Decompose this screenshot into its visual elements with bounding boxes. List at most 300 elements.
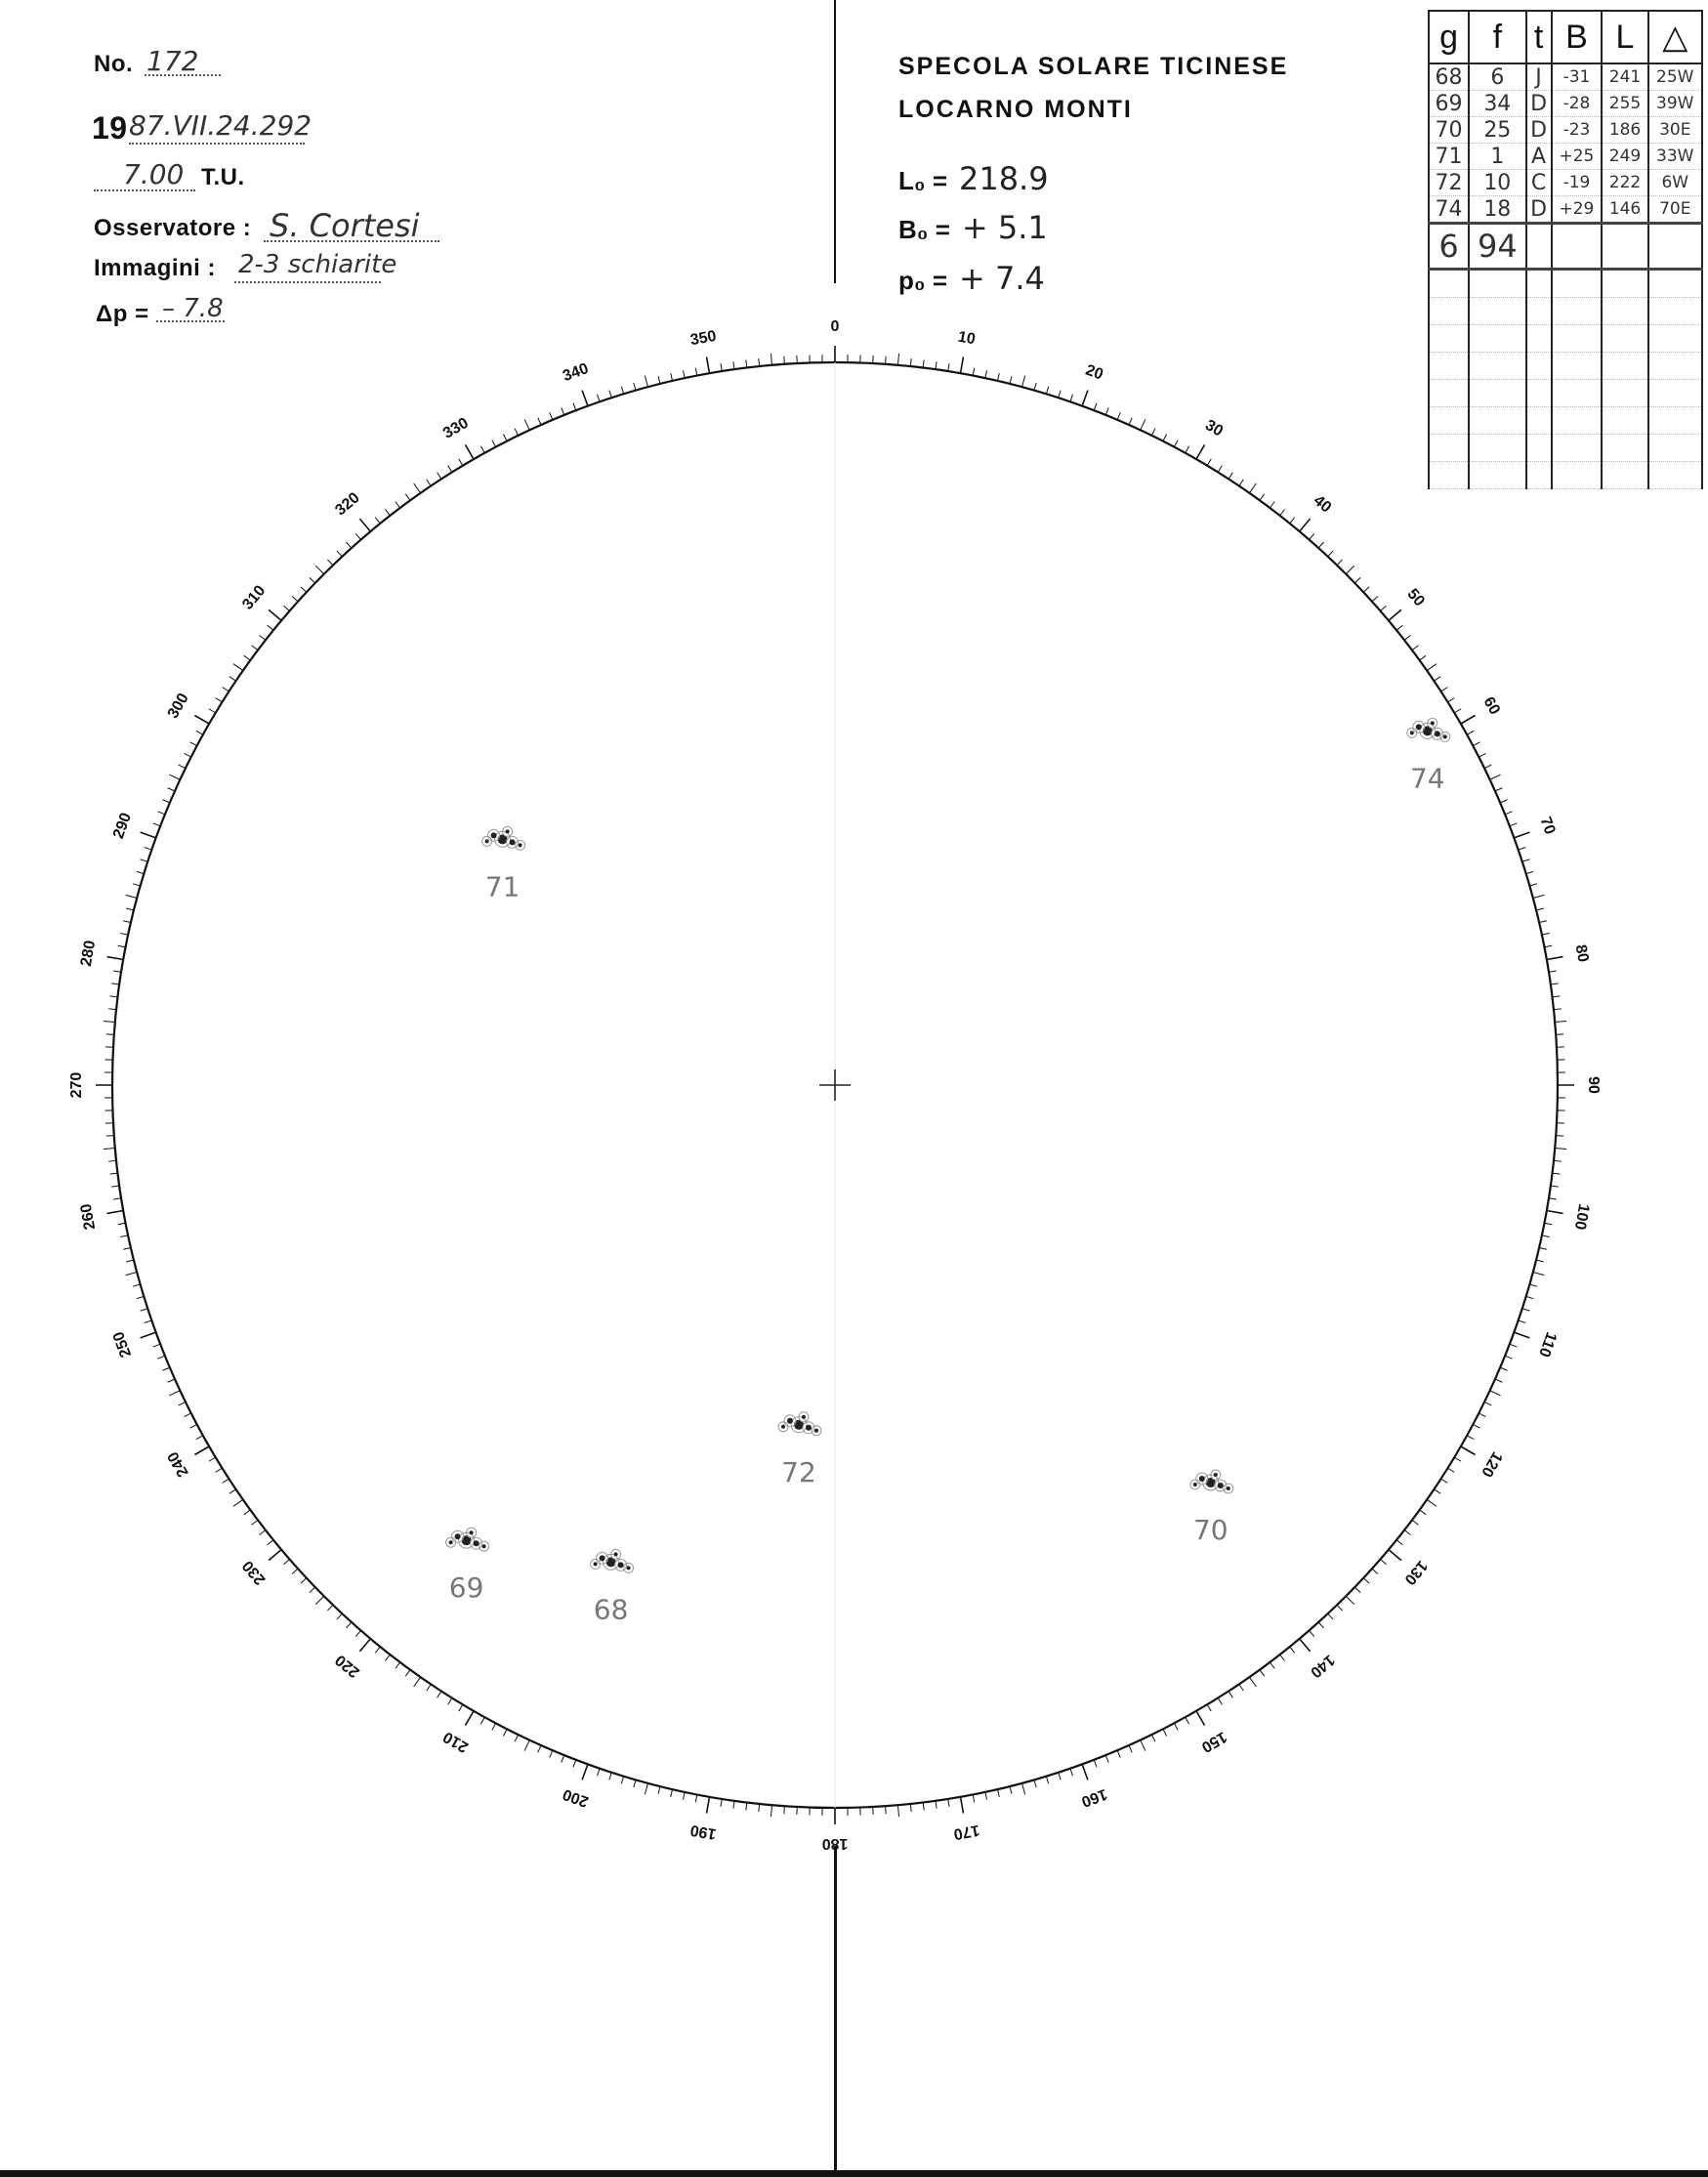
sunspot (787, 1418, 793, 1424)
scale-tick (923, 360, 924, 368)
scale-tick (107, 1210, 124, 1213)
scale-tick (1420, 655, 1426, 660)
scale-tick (1270, 1662, 1274, 1668)
scale-tick (645, 1783, 647, 1795)
param-p0-label: p₀ = (898, 266, 948, 295)
scale-tick (448, 1698, 452, 1705)
scale-tick (346, 542, 351, 548)
scale-tick (145, 1320, 152, 1323)
cell: 71 (1429, 144, 1469, 170)
scale-tick (1372, 1569, 1378, 1573)
scale-tick (141, 1309, 148, 1311)
scale-tick (683, 1792, 685, 1800)
sunspot (491, 832, 497, 838)
scale-tick (1412, 646, 1418, 650)
cell: 30E (1648, 117, 1702, 144)
cell: 241 (1602, 63, 1647, 91)
scale-tick (1380, 606, 1386, 610)
scale-label: 300 (164, 691, 192, 722)
scale-tick (1412, 1520, 1418, 1525)
scale-tick (1354, 1587, 1360, 1593)
scale-tick (216, 1468, 223, 1472)
scale-tick (268, 1540, 273, 1545)
scale-tick (396, 1662, 400, 1668)
cell: +25 (1552, 144, 1603, 170)
scale-tick (1479, 1413, 1485, 1417)
scale-tick (310, 577, 315, 583)
scale-tick (162, 1367, 169, 1370)
scale-tick (936, 361, 937, 369)
solar-disk (68, 318, 1602, 1852)
cell: A (1526, 144, 1552, 170)
scale-tick (1346, 1596, 1354, 1604)
scale-tick (1309, 533, 1313, 539)
scale-label: 350 (688, 327, 718, 350)
scale-tick (283, 606, 289, 610)
scale-tick (621, 1777, 623, 1784)
scale-tick (126, 1260, 134, 1262)
scale-tick (133, 1284, 141, 1286)
scale-tick (550, 412, 553, 419)
sunspot-group-label: 74 (1409, 762, 1445, 795)
cell: 255 (1602, 91, 1647, 117)
scale-tick (1404, 635, 1410, 640)
cell: C (1526, 170, 1552, 196)
scale-tick (1542, 1235, 1550, 1237)
scale-tick (1196, 1711, 1205, 1726)
scale-tick (179, 765, 186, 769)
scale-tick (1510, 1344, 1517, 1347)
scale-tick (1239, 480, 1243, 486)
scale-tick (671, 1789, 673, 1797)
date-prefix: 19 (92, 110, 128, 146)
scale-tick (106, 1034, 114, 1035)
scale-tick (292, 596, 298, 601)
scale-tick (671, 373, 673, 381)
scale-tick (233, 1499, 243, 1506)
scale-tick (1533, 895, 1545, 898)
scale-tick (1105, 1755, 1108, 1762)
scale-label: 160 (1079, 1784, 1109, 1811)
scale-tick (1151, 429, 1155, 436)
scale-tick (168, 788, 175, 791)
cell: J (1526, 63, 1552, 91)
scale-tick (683, 370, 685, 378)
cell: -31 (1552, 63, 1603, 91)
scale-tick (120, 1235, 128, 1237)
scale-tick (346, 1622, 351, 1628)
scale-tick (746, 360, 747, 368)
scale-tick (1479, 753, 1485, 757)
scale-tick (1196, 444, 1205, 459)
scale-tick (634, 383, 636, 391)
scale-tick (252, 1520, 258, 1525)
scale-tick (597, 1769, 600, 1777)
scale-tick (133, 884, 141, 886)
scale-tick (327, 560, 333, 565)
scale-tick (359, 519, 370, 531)
scale-label: 240 (164, 1448, 192, 1480)
scale-label: 220 (332, 1651, 363, 1681)
scale-tick (1280, 510, 1285, 516)
scale-tick (1500, 800, 1507, 803)
scale-tick (1363, 1578, 1369, 1583)
scale-label: 20 (1083, 361, 1105, 384)
cell: D (1526, 196, 1552, 224)
scale-tick (168, 1379, 175, 1382)
scale-tick (609, 391, 611, 398)
scale-tick (427, 480, 431, 486)
scale-tick (1328, 1613, 1333, 1619)
scale-tick (126, 895, 138, 898)
scale-tick (1554, 1009, 1562, 1010)
scale-label: 70 (1536, 815, 1559, 837)
scale-label: 40 (1310, 492, 1335, 517)
scale-label: 290 (109, 811, 136, 841)
scale-tick (466, 1711, 475, 1726)
scale-tick (223, 688, 229, 691)
scale-tick (209, 1457, 216, 1461)
scale-tick (1094, 1760, 1097, 1767)
scale-tick (1552, 996, 1560, 997)
scale-tick (1239, 1684, 1243, 1691)
scale-tick (997, 373, 999, 381)
scale-tick (733, 361, 734, 369)
scale-tick (985, 1792, 987, 1800)
sunspot (1416, 724, 1422, 730)
scale-tick (1544, 1223, 1552, 1225)
scale-tick (1117, 412, 1120, 419)
total-spots: 94 (1469, 224, 1525, 270)
scale-tick (113, 971, 121, 972)
scale-tick (1010, 1786, 1012, 1794)
scale-tick (973, 368, 975, 376)
scale-tick (190, 1424, 197, 1428)
sunspot (449, 1540, 453, 1544)
sunspot-group-label: 71 (484, 870, 521, 903)
scale-tick (1396, 625, 1402, 630)
scale-tick (385, 1654, 390, 1660)
scale-tick (118, 945, 126, 947)
scale-tick (658, 1786, 660, 1794)
scale-tick (123, 1247, 131, 1249)
scale-tick (721, 363, 722, 371)
images-value: 2-3 schiarite (238, 250, 397, 279)
scale-tick (480, 1717, 484, 1724)
scale-label: 310 (239, 582, 270, 613)
scale-tick (573, 403, 576, 410)
scale-tick (582, 1764, 588, 1779)
scale-tick (492, 440, 496, 447)
scale-label: 80 (1571, 942, 1592, 964)
scale-label: 90 (1584, 1076, 1602, 1094)
scale-tick (1490, 1391, 1501, 1396)
scale-tick (355, 533, 360, 539)
scale-tick (310, 1587, 315, 1593)
scale-label: 250 (109, 1329, 136, 1360)
scale-tick (106, 1136, 114, 1137)
scale-tick (216, 698, 223, 702)
scale-tick (269, 609, 281, 620)
scale-tick (427, 1684, 431, 1691)
time-unit: T.U. (201, 164, 245, 190)
scale-tick (1505, 812, 1512, 815)
scale-tick (162, 800, 169, 803)
cell: 72 (1429, 170, 1469, 196)
scale-tick (1556, 1136, 1563, 1137)
scale-tick (1082, 1764, 1088, 1779)
scale-tick (1539, 1247, 1547, 1249)
scale-tick (759, 1804, 760, 1812)
scale-tick (196, 731, 203, 734)
sunspot (1199, 1476, 1205, 1482)
scale-tick (515, 1735, 519, 1741)
scale-tick (733, 1801, 734, 1809)
scale-tick (1207, 459, 1211, 466)
scale-tick (110, 996, 118, 997)
sunspot (519, 843, 522, 847)
scale-tick (126, 1273, 138, 1276)
scale-tick (185, 753, 191, 757)
scale-tick (910, 1804, 911, 1812)
scale-tick (1151, 1735, 1155, 1741)
scale-tick (194, 1446, 209, 1455)
scale-tick (414, 1677, 421, 1687)
scale-tick (1229, 473, 1232, 480)
scale-tick (194, 716, 209, 725)
scale-tick (466, 444, 475, 459)
cell: 25W (1648, 63, 1702, 91)
scale-tick (1186, 446, 1189, 453)
scale-tick (492, 1723, 496, 1730)
scale-tick (359, 1639, 370, 1652)
scale-tick (480, 446, 484, 453)
scale-tick (573, 1760, 576, 1767)
sunspot (1214, 1473, 1218, 1477)
scale-tick (108, 1009, 116, 1010)
scale-tick (229, 1489, 236, 1493)
scale-tick (283, 1559, 289, 1564)
scale-tick (1522, 1309, 1530, 1311)
scale-tick (1174, 440, 1178, 447)
scale-label: 180 (821, 1834, 849, 1852)
scale-tick (550, 1750, 553, 1757)
observatory-name: SPECOLA SOLARE TICINESE (898, 53, 1289, 80)
scale-tick (1163, 435, 1167, 441)
scale-tick (1547, 1210, 1563, 1213)
scale-label: 10 (956, 328, 978, 349)
scale-tick (1484, 1402, 1491, 1405)
scale-tick (448, 466, 452, 473)
number-value: 172 (146, 45, 199, 77)
scale-tick (960, 1797, 963, 1814)
scale-tick (385, 510, 390, 516)
scale-tick (179, 1402, 186, 1405)
header-g: g (1429, 11, 1469, 63)
scale-tick (1010, 376, 1012, 384)
scale-tick (104, 1021, 115, 1022)
scale-tick (375, 1647, 380, 1653)
scale-tick (1186, 1717, 1189, 1724)
scale-tick (1354, 577, 1360, 583)
cell: 6 (1469, 63, 1525, 91)
scale-tick (1522, 859, 1530, 861)
scale-tick (1129, 1745, 1132, 1752)
scale-tick (562, 407, 564, 414)
cell: D (1526, 91, 1552, 117)
cell: D (1526, 117, 1552, 144)
scale-tick (1484, 765, 1491, 769)
scale-tick (621, 387, 623, 395)
scale-tick (1174, 1723, 1178, 1730)
scale-tick (1473, 1424, 1479, 1428)
sunspot (1218, 1483, 1224, 1488)
scale-tick (301, 1578, 307, 1583)
scale-label: 170 (952, 1821, 981, 1843)
sunspot (802, 1415, 806, 1419)
scale-tick (784, 356, 785, 364)
scale-label: 130 (1400, 1557, 1431, 1588)
scale-tick (157, 1356, 164, 1359)
scale-tick (1059, 391, 1061, 398)
scale-tick (1555, 1148, 1566, 1149)
scale-tick (1514, 832, 1529, 838)
scale-label: 0 (830, 318, 840, 336)
sunspot (806, 1425, 812, 1431)
scale-tick (936, 1801, 937, 1809)
scale-tick (141, 859, 148, 861)
scale-tick (597, 395, 600, 402)
scale-tick (437, 1692, 441, 1698)
scale-tick (1510, 823, 1517, 826)
scale-tick (437, 473, 441, 480)
observatory-location: LOCARNO MONTI (898, 96, 1133, 123)
sunspot (814, 1429, 818, 1433)
scale-tick (1539, 921, 1547, 923)
scale-tick (459, 1704, 463, 1711)
scale-tick (1495, 1379, 1502, 1382)
scale-tick (1505, 1356, 1512, 1359)
scale-label: 190 (688, 1821, 718, 1843)
scale-tick (459, 459, 463, 466)
scale-tick (634, 1779, 636, 1787)
sunspot (510, 839, 516, 845)
scale-tick (1549, 971, 1557, 972)
sunspot (506, 829, 510, 833)
scale-tick (1420, 1510, 1426, 1515)
scale-tick (1461, 716, 1476, 725)
scale-tick (405, 494, 410, 500)
scale-tick (515, 429, 519, 436)
scale-tick (1555, 1021, 1566, 1022)
scale-tick (1554, 1160, 1562, 1161)
cell: -28 (1552, 91, 1603, 117)
scale-tick (1117, 1750, 1120, 1757)
scale-tick (923, 1802, 924, 1810)
scale-label: 270 (68, 1071, 86, 1099)
header-delta: △ (1648, 11, 1702, 63)
scale-tick (1544, 945, 1552, 947)
scale-tick (169, 775, 180, 779)
scale-tick (396, 502, 400, 508)
scale-tick (137, 871, 145, 873)
scale-tick (169, 1391, 180, 1396)
scale-tick (538, 418, 541, 425)
scale-tick (1526, 1296, 1534, 1298)
scale-tick (1309, 1630, 1313, 1636)
cell: 146 (1602, 196, 1647, 224)
scale-tick (1260, 1670, 1265, 1676)
scale-tick (997, 1789, 999, 1797)
param-B0-label: B₀ = (898, 215, 950, 244)
sunspot (1435, 731, 1440, 736)
scale-tick (1034, 383, 1036, 391)
sunspot (482, 1544, 486, 1548)
scale-tick (1533, 1273, 1545, 1276)
images-label: Immagini : (94, 255, 217, 281)
scale-tick (269, 1550, 281, 1561)
scale-tick (111, 1186, 119, 1187)
scale-tick (1229, 1692, 1232, 1698)
scale-tick (120, 933, 128, 935)
scale-tick (695, 368, 697, 376)
sunspot (1410, 731, 1414, 734)
scale-tick (609, 1773, 611, 1780)
sunspot (1431, 721, 1435, 725)
scale-tick (562, 1755, 564, 1762)
scale-tick (1427, 1499, 1437, 1506)
scale-tick (1467, 1436, 1474, 1440)
scale-tick (1318, 542, 1323, 548)
scale-label: 30 (1202, 416, 1227, 440)
scale-tick (1526, 871, 1534, 873)
scale-tick (746, 1802, 747, 1810)
sunspot (594, 1562, 598, 1566)
scale-tick (108, 1160, 116, 1161)
scale-tick (1549, 1198, 1557, 1199)
scale-tick (503, 435, 507, 441)
scale-tick (405, 1670, 410, 1676)
scale-tick (1260, 494, 1265, 500)
scale-tick (1380, 1559, 1386, 1564)
scale-tick (141, 1332, 156, 1338)
scale-tick (1318, 1622, 1323, 1628)
scale-tick (1547, 957, 1563, 960)
scale-tick (897, 1805, 898, 1817)
cell: 222 (1602, 170, 1647, 196)
sunspot (627, 1566, 631, 1570)
scale-tick (1129, 418, 1132, 425)
scale-tick (707, 357, 710, 374)
param-L0-value: 218.9 (959, 160, 1049, 197)
scale-tick (145, 847, 152, 850)
scale-tick (948, 1799, 949, 1807)
scale-tick (973, 1794, 975, 1802)
scale-tick (110, 1173, 118, 1174)
scale-tick (1404, 1530, 1410, 1535)
sunspot (600, 1555, 605, 1561)
scale-tick (141, 832, 156, 838)
scale-tick (1448, 698, 1455, 702)
number-label: No. (94, 51, 134, 77)
scale-tick (1249, 1677, 1256, 1687)
scale-tick (721, 1799, 722, 1807)
scale-tick (1163, 1729, 1167, 1736)
scale-tick (292, 1569, 298, 1573)
cell: 70 (1429, 117, 1469, 144)
header-B: B (1552, 11, 1603, 63)
scale-tick (107, 957, 124, 960)
